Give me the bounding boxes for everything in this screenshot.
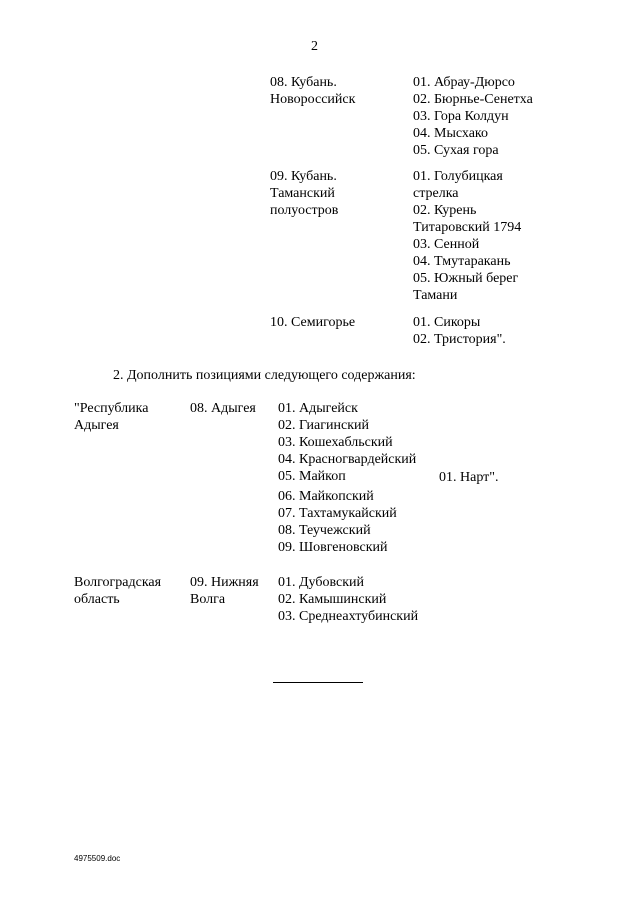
list-item: 02. Тристория".	[413, 332, 506, 347]
zone-line: 08. Адыгея	[190, 401, 256, 416]
footer-filename: 4975509.doc	[74, 854, 121, 863]
region-taman	[270, 168, 338, 219]
zone-adygea	[190, 400, 256, 417]
list-item: 02. Курень	[413, 203, 477, 218]
region-line: "Республика	[74, 401, 149, 416]
list-item: 03. Сенной	[413, 237, 480, 252]
list-item: Титаровский 1794	[413, 220, 522, 235]
list-item: 01. Адыгейск	[278, 401, 358, 416]
list-item: 04. Мысхако	[413, 126, 489, 141]
region-line: 09. Кубань.	[270, 169, 337, 184]
region-line: область	[74, 592, 120, 607]
list-item: 03. Среднеахтубинский	[278, 609, 419, 624]
items-taman	[413, 168, 521, 304]
list-item: Тамани	[413, 288, 458, 303]
region-line: полуостров	[270, 203, 339, 218]
list-item: 08. Теучежский	[278, 523, 371, 538]
region-line: Таманский	[270, 186, 335, 201]
list-item: стрелка	[413, 186, 459, 201]
region-line: 08. Кубань.	[270, 75, 337, 90]
region-line: 10. Семигорье	[270, 315, 356, 330]
list-item: 04. Красногвардейский	[278, 452, 417, 467]
paragraph-2: 2. Дополнить позициями следующего содержания:	[113, 368, 416, 383]
list-item: 06. Майкопский	[278, 489, 374, 504]
region-semigorye	[270, 314, 355, 331]
region-line: Адыгея	[74, 418, 119, 433]
list-item: 02. Камышинский	[278, 592, 387, 607]
items-novorossiysk	[413, 74, 533, 159]
zone-line: 09. Нижняя	[190, 575, 259, 590]
list-item: 01. Сикоры	[413, 315, 481, 330]
items-volgograd	[278, 574, 418, 625]
end-rule	[273, 682, 363, 683]
list-item: 09. Шовгеновский	[278, 540, 388, 555]
list-item: 01. Голубицкая	[413, 169, 503, 184]
region-adygea	[74, 400, 148, 434]
list-item: 05. Майкоп	[278, 469, 346, 484]
list-item: 02. Бюрнье-Сенетха	[413, 92, 533, 107]
list-item: 01. Дубовский	[278, 575, 365, 590]
region-line: Новороссийск	[270, 92, 356, 107]
list-item: 07. Тахтамукайский	[278, 506, 397, 521]
items-adygea-bottom	[278, 488, 397, 556]
zone-line: Волга	[190, 592, 226, 607]
region-volgograd	[74, 574, 161, 608]
list-item: 02. Гиагинский	[278, 418, 369, 433]
list-item: 05. Южный берег	[413, 271, 519, 286]
list-item: 01. Абрау-Дюрсо	[413, 75, 515, 90]
region-novorossiysk	[270, 74, 355, 108]
zone-volgograd	[190, 574, 259, 608]
subzone-nart: 01. Нарт".	[439, 470, 499, 485]
items-adygea-top	[278, 400, 416, 485]
region-line: Волгоградская	[74, 575, 162, 590]
items-semigorye	[413, 314, 506, 348]
list-item: 03. Кошехабльский	[278, 435, 393, 450]
list-item: 04. Тмутаракань	[413, 254, 511, 269]
list-item: 03. Гора Колдун	[413, 109, 509, 124]
list-item: 05. Сухая гора	[413, 143, 499, 158]
page-number: 2	[311, 39, 318, 54]
